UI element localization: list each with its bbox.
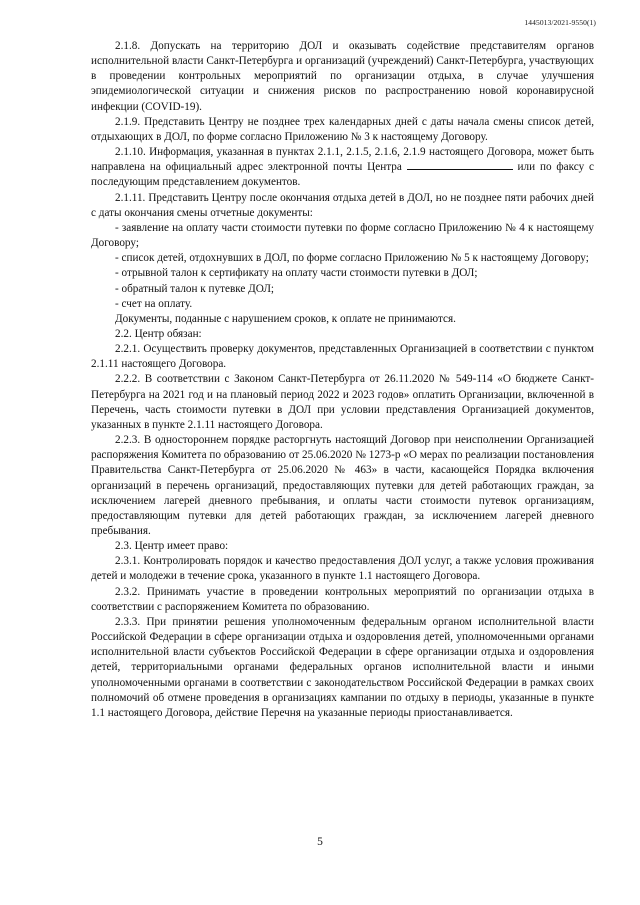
paragraph-2-2-3: 2.2.3. В одностороннем порядке расторгнуть настоящий Договор при неисполнении Организацией распоряжения Комитета по образованию от 25.06.2020 № 1273-р «О мерах по реализации постановления Правительства Санкт-Петербурга от 25.06.2020 № 463» в части, касающейся Порядка включения организаций в перечень организаций, предоставляющих путевки для детей работающих граждан, за исключением лагерей дневного пребывания, и оплаты части стоимости путевок организациям, предоставляющим путевки для детей работающих граждан, за исключением лагерей дневного пребывания. <box>91 434 594 537</box>
list-item: - обратный талон к путевке ДОЛ; <box>115 282 275 295</box>
paragraph-2-1-10-text: 2.1.10. Информация, указанная в пунктах 2.1.1, 2.1.5, 2.1.6, 2.1.9 настоящего Договора, может быть направлена на официальный адрес электронной почты Центра <box>91 146 594 174</box>
paragraph-2-1-11: 2.1.11. Представить Центру после окончания отдыха детей в ДОЛ, но не позднее пяти рабочих дней с даты окончания смены отчетные документы: <box>91 191 594 219</box>
list-item: - список детей, отдохнувших в ДОЛ, по форме согласно Приложению № 5 к настоящему Договору; <box>115 252 589 265</box>
paragraph-2-1-10 <box>91 145 594 190</box>
page-number: 5 <box>317 836 323 848</box>
document-id: 1445013/2021-9550(1) <box>524 18 596 27</box>
document-body <box>91 39 594 721</box>
paragraph-2-3-3: 2.3.3. При принятии решения уполномоченным федеральным органом исполнительной власти Российской Федерации в сфере организации отдыха и оздоровления детей, уполномоченными органами исполнительной власти субъектов Российской Федерации в сфере организации отдыха и оздоровления детей, территориальными органами федеральных органов исполнительной власти и иными уполномоченными органами в соответствии с законодательством Российской Федерации в рамках своих полномочий об отмене проведения в организациях кампании по отдыху в периоды, указанные в пункте 1.1 настоящего Договора, действие Перечня на указанные периоды приостанавливается. <box>91 615 594 719</box>
list-item: - заявление на оплату части стоимости путевки по форме согласно Приложению № 4 к настоящему Договору; <box>91 221 594 250</box>
paragraph-2-1-8: 2.1.8. Допускать на территорию ДОЛ и оказывать содействие представителям органов исполнительной власти Санкт-Петербурга и организаций (учреждений) Санкт-Петербурга, участвующих в проведении контрольных мероприятий по организации отдыха, в случае улучшения эпидемиологической ситуации и снижения рисков по распространению новой коронавирусной инфекции (COVID-19). <box>91 40 594 113</box>
paragraph-2-2-2: 2.2.2. В соответствии с Законом Санкт-Петербурга от 26.11.2020 № 549-114 «О бюджете Санкт-Петербурга на 2021 год и на плановый период 2022 и 2023 годов» оплатить Организации, включенной в Перечень, часть стоимости путевки в ДОЛ при условии представления Организацией документов, указанных в пункте 2.1.11 настоящего Договора. <box>91 373 594 431</box>
paragraph-note: Документы, поданные с нарушением сроков, к оплате не принимаются. <box>115 312 456 325</box>
paragraph-2-2: 2.2. Центр обязан: <box>115 327 202 340</box>
paragraph-2-1-10-tail: или по факсу с последующим представлением документов. <box>91 161 595 189</box>
list-item: - отрывной талон к сертификату на оплату части стоимости путевки в ДОЛ; <box>115 267 478 280</box>
paragraph-2-3-2: 2.3.2. Принимать участие в проведении контрольных мероприятий по организации отдыха в соответствии с распоряжением Комитета по образованию. <box>91 585 594 613</box>
paragraph-2-3-1: 2.3.1. Контролировать порядок и качество предоставления ДОЛ услуг, а также условия проживания детей и молодежи в течение срока, указанного в пункте 1.1 настоящего Договора. <box>91 555 594 583</box>
list-item: - счет на оплату. <box>115 297 193 310</box>
paragraph-2-1-9: 2.1.9. Представить Центру не позднее трех календарных дней с даты начала смены список детей, отдыхающих в ДОЛ, по форме согласно Приложению № 3 к настоящему Договору. <box>91 115 594 143</box>
blank-line <box>407 160 513 170</box>
paragraph-2-3: 2.3. Центр имеет право: <box>115 540 229 553</box>
paragraph-2-2-1: 2.2.1. Осуществить проверку документов, представленных Организацией в соответствии с пунктом 2.1.11 настоящего Договора. <box>91 343 594 371</box>
